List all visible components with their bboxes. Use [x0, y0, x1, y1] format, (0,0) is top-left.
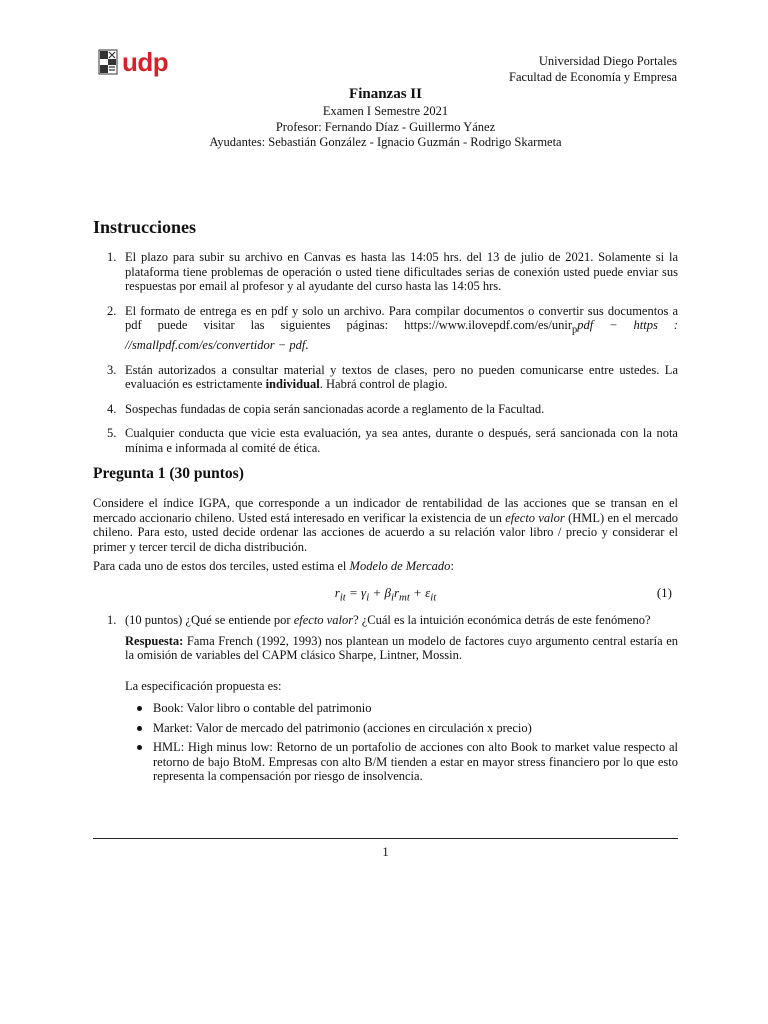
bullet-icon — [137, 706, 142, 711]
exam-name: Examen I Semestre 2021 — [322, 104, 449, 118]
subscript-p: p — [572, 324, 578, 336]
intro2-text: Para cada uno de estos dos terciles, usted estima el — [93, 559, 350, 573]
answer-label: Respuesta: — [125, 633, 184, 648]
list-item — [93, 250, 678, 294]
intro2-text-end: : — [450, 559, 454, 573]
bullet-icon — [137, 726, 142, 731]
instructions-heading: Instrucciones — [93, 217, 196, 237]
question-text-a: (10 puntos) ¿Qué se entiende por — [125, 613, 294, 627]
list-item — [93, 402, 678, 417]
assistants-line: Ayudantes: Sebastián González - Ignacio Guzmán - Rodrigo Skarmeta — [209, 135, 562, 149]
question-1-item-1 — [93, 613, 678, 789]
equation-market-model — [93, 585, 678, 604]
question-text-b: ? ¿Cuál es la intuición económica detrás de este fenómeno? — [353, 613, 651, 627]
question-1-intro — [93, 496, 678, 554]
specification-list — [93, 701, 678, 784]
list-item — [125, 740, 678, 784]
item-text-end: . — [305, 338, 309, 352]
question-1-heading: Pregunta 1 (30 puntos) — [93, 465, 244, 482]
question-emphasis: efecto valor — [293, 613, 354, 627]
intro2-emphasis: Modelo de Mercado — [349, 559, 451, 573]
course-title: Finanzas II — [349, 86, 422, 102]
question-1-intro-2 — [93, 559, 678, 574]
professor-line: Profesor: Fernando Díaz - Guillermo Yánez — [275, 119, 496, 134]
item-number: 2. — [107, 303, 117, 318]
university-name: Universidad Diego Portales — [538, 54, 677, 68]
item-text: Cualquier conducta que vicie esta evaluación, ya sea antes, durante o después, será sancionada con la nota mínima e informada al comité de ética. — [125, 426, 678, 455]
item-number: 1. — [107, 613, 117, 627]
equation-number: (1) — [656, 585, 672, 600]
list-item — [93, 363, 678, 392]
title-block — [93, 84, 678, 151]
list-item — [125, 721, 678, 736]
bullet-text: Market: Valor de mercado del patrimonio (acciones en circulación x precio) — [153, 720, 532, 735]
instructions-list — [93, 250, 678, 465]
equation-body: $r_{it} = \gamma_i + \beta_ir_{mt} + \varepsilon_{it}$ — [334, 585, 437, 604]
intro-text: Considere el índice IGPA, que corresponde a un indicador de rentabilidad de las acciones que se transan en el mercado accionario chileno. Usted está interesado en verificar la existencia de un — [93, 496, 678, 525]
item-text-end: . Habrá control de plagio. — [319, 377, 448, 391]
udp-logo — [98, 47, 176, 77]
logo-wordmark: udp — [122, 47, 169, 77]
footer-divider — [93, 838, 678, 839]
question-text — [125, 613, 678, 628]
answer-text: Fama French (1992, 1993) nos plantean un modelo de factores cuyo argumento central estaría en la omisión de variables del CAPM clásico Sharpe, Lintner, Mossin. — [125, 633, 678, 662]
item-number: 4. — [107, 401, 117, 416]
item-text: El formato de entrega es en pdf y solo un archivo. Para compilar documentos o convertir sus documentos a pdf puede visitar las siguientes páginas: https://www.ilovepdf.com/es/unir — [125, 303, 678, 332]
list-item — [93, 426, 678, 455]
crest-icon — [98, 49, 118, 75]
bullet-icon — [137, 745, 142, 750]
answer-block — [125, 634, 678, 663]
item-number: 1. — [107, 250, 117, 264]
specification-intro: La especificación propuesta es: — [125, 678, 282, 693]
item-text-bold: individual — [265, 377, 320, 391]
list-item — [93, 304, 678, 353]
item-text: Sospechas fundadas de copia serán sancionadas acorde a reglamento de la Facultad. — [125, 401, 545, 416]
item-number: 5. — [107, 426, 117, 440]
item-text-math: pdf − https : //smallpdf.com/es/convertidor − pdf — [125, 318, 678, 352]
intro-emphasis: efecto valor — [505, 510, 565, 525]
item-text: El plazo para subir su archivo en Canvas es hasta las 14:05 hrs. del 13 de julio de 2021. Solamente si la plataforma tiene problemas de operación o usted tiene dificultades serias de conexión usted puede enviar sus respuestas por email al profesor y al ayudante del curso hasta las 14:05 hrs. — [125, 250, 678, 293]
faculty-name: Facultad de Economía y Empresa — [509, 70, 677, 84]
bullet-text: Book: Valor libro o contable del patrimonio — [153, 701, 372, 715]
institution-header — [509, 53, 677, 85]
item-number: 3. — [107, 362, 117, 377]
list-item — [125, 701, 678, 716]
item-text: Están autorizados a consultar material y textos de clases, pero no pueden comunicarse entre ustedes. La evaluación es estrictamente — [125, 362, 678, 391]
intro-text-cont: (HML) en el mercado chileno. Para esto, usted decide ordenar las acciones de acuerdo a su relación valor libro / precio y considerar el primer y tercer tercil de dicha distribución. — [93, 510, 678, 554]
page-number: 1 — [382, 845, 389, 859]
bullet-text: HML: High minus low: Retorno de un portafolio de acciones con alto Book to market value respecto al retorno de bajo BtoM. Empresas con alto B/M tienden a estar en mayor stress financiero por lo que esto representa la compensación por riesgo de insolvencia. — [153, 740, 678, 783]
